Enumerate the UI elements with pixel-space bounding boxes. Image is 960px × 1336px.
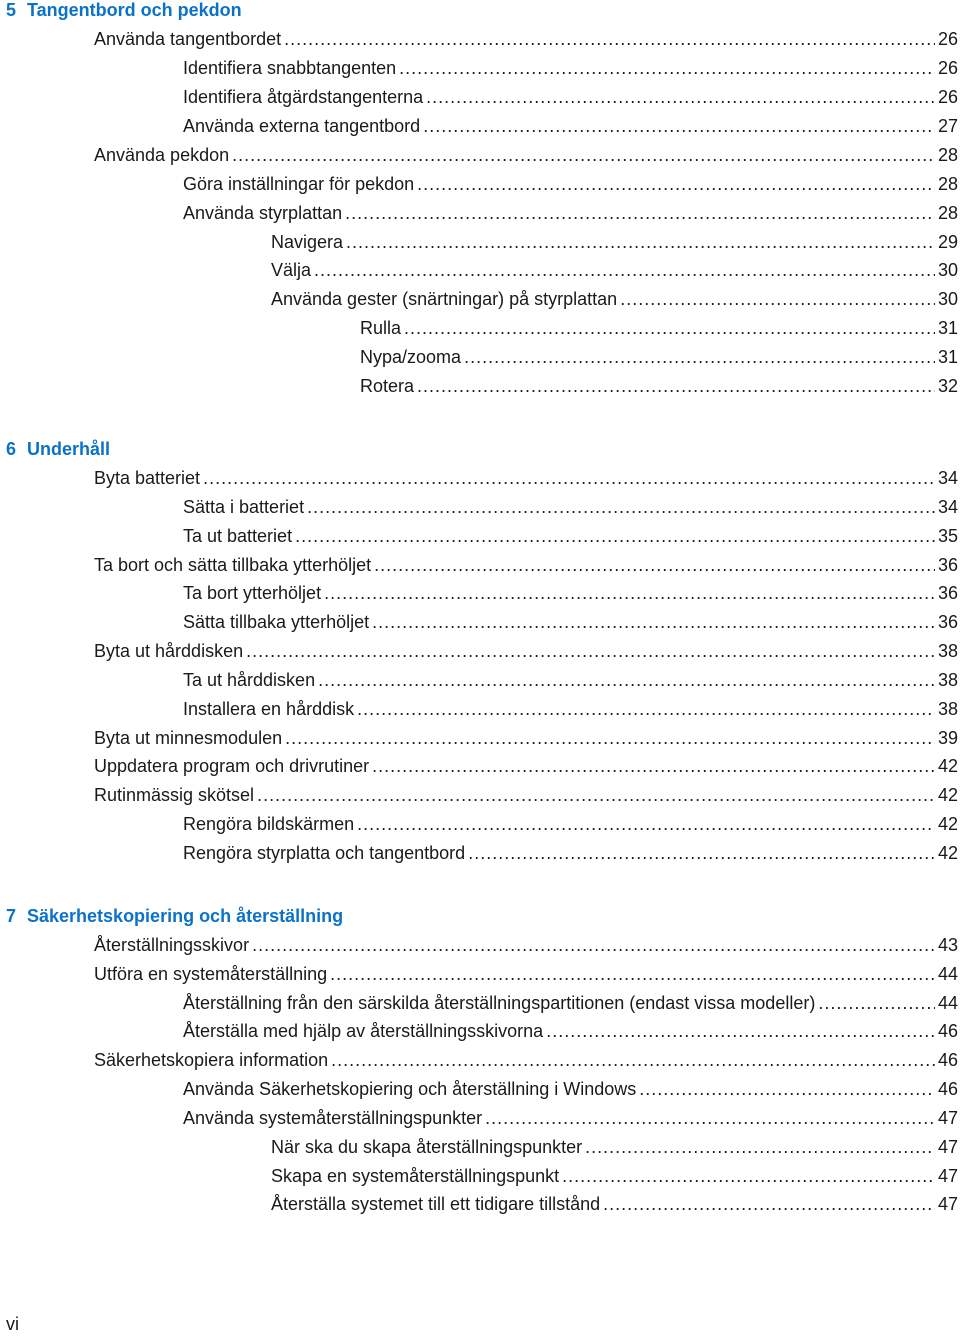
- dot-leader: [331, 1048, 935, 1072]
- dot-leader: [399, 56, 935, 80]
- toc-entry-title: Identifiera åtgärdstangenterna: [183, 87, 424, 107]
- toc-entry-title: Använda Säkerhetskopiering och återställning i Windows: [183, 1079, 637, 1099]
- toc-entry-page: 47: [937, 1166, 958, 1186]
- toc-entry[interactable]: [94, 783, 958, 807]
- toc-entry[interactable]: [271, 258, 958, 282]
- toc-entry-page: 38: [937, 670, 958, 690]
- toc-entry-title: Använda systemåterställningspunkter: [183, 1108, 483, 1128]
- toc-entry-title: Sätta i batteriet: [183, 497, 305, 517]
- toc-entry-title: Återställning från den särskilda återställningspartitionen (endast vissa modeller): [183, 993, 816, 1013]
- dot-leader: [426, 85, 935, 109]
- dot-leader: [818, 991, 935, 1015]
- toc-entry-page: 28: [937, 203, 958, 223]
- toc-entry-title: Ta bort och sätta tillbaka ytterhöljet: [94, 555, 372, 575]
- toc-entry-page: 46: [937, 1021, 958, 1041]
- toc-entry-title: Välja: [271, 260, 312, 280]
- toc-entry-title: Rengöra styrplatta och tangentbord: [183, 843, 466, 863]
- dot-leader: [246, 639, 935, 663]
- toc-entry-page: 38: [937, 699, 958, 719]
- toc-entry-title: Rengöra bildskärmen: [183, 814, 355, 834]
- toc-entry-page: 44: [937, 993, 958, 1013]
- toc-entry-page: 36: [937, 555, 958, 575]
- toc-entry-title: Nypa/zooma: [360, 347, 462, 367]
- toc-entry[interactable]: [271, 230, 958, 254]
- toc-entry[interactable]: [183, 172, 958, 196]
- toc-entry-title: När ska du skapa återställningspunkter: [271, 1137, 583, 1157]
- toc-entry-page: 39: [937, 728, 958, 748]
- toc-entry[interactable]: [183, 812, 958, 836]
- toc-entry[interactable]: [94, 466, 958, 490]
- toc-entry-title: Installera en hårddisk: [183, 699, 355, 719]
- dot-leader: [314, 258, 935, 282]
- toc-entry[interactable]: [183, 56, 958, 80]
- dot-leader: [585, 1135, 935, 1159]
- toc-entry-page: 47: [937, 1108, 958, 1128]
- toc-entry-title: Navigera: [271, 232, 344, 252]
- toc-entry[interactable]: [94, 754, 958, 778]
- dot-leader: [307, 495, 935, 519]
- dot-leader: [639, 1077, 935, 1101]
- toc-entry-title: Använda tangentbordet: [94, 29, 282, 49]
- toc-entry-page: 42: [937, 814, 958, 834]
- dot-leader: [318, 668, 935, 692]
- toc-entry-title: Göra inställningar för pekdon: [183, 174, 415, 194]
- chapter-title: Säkerhetskopiering och återställning: [27, 906, 344, 926]
- toc-entry-page: 31: [937, 318, 958, 338]
- toc-entry[interactable]: [94, 962, 958, 986]
- toc-entry-title: Använda pekdon: [94, 145, 230, 165]
- toc-entry-title: Rulla: [360, 318, 402, 338]
- toc-entry-title: Återställningsskivor: [94, 935, 250, 955]
- toc-entry-page: 29: [937, 232, 958, 252]
- toc-entry[interactable]: [94, 933, 958, 957]
- chapter-heading-5[interactable]: [6, 0, 242, 22]
- toc-entry-page: 42: [937, 843, 958, 863]
- toc-entry[interactable]: [183, 524, 958, 548]
- toc-entry[interactable]: [271, 287, 958, 311]
- toc-entry-page: 27: [937, 116, 958, 136]
- page-number: vi: [6, 1314, 19, 1334]
- toc-entry-page: 30: [937, 289, 958, 309]
- toc-entry[interactable]: [183, 85, 958, 109]
- toc-entry-title: Rotera: [360, 376, 415, 396]
- dot-leader: [374, 553, 935, 577]
- toc-entry-page: 32: [937, 376, 958, 396]
- toc-entry-page: 44: [937, 964, 958, 984]
- dot-leader: [404, 316, 935, 340]
- dot-leader: [203, 466, 935, 490]
- toc-entry-page: 26: [937, 29, 958, 49]
- dot-leader: [330, 962, 935, 986]
- dot-leader: [257, 783, 935, 807]
- toc-entry-page: 47: [937, 1137, 958, 1157]
- dot-leader: [324, 581, 935, 605]
- dot-leader: [252, 933, 935, 957]
- dot-leader: [603, 1192, 935, 1216]
- dot-leader: [464, 345, 935, 369]
- toc-entry-page: 46: [937, 1079, 958, 1099]
- toc-entry[interactable]: [183, 991, 958, 1015]
- toc-entry-title: Utföra en systemåterställning: [94, 964, 328, 984]
- toc-entry[interactable]: [271, 1164, 958, 1188]
- toc-entry[interactable]: [94, 639, 958, 663]
- chapter-number: 5: [6, 0, 17, 20]
- toc-entry[interactable]: [183, 697, 958, 721]
- toc-entry-page: 34: [937, 468, 958, 488]
- toc-entry-title: Skapa en systemåterställningspunkt: [271, 1166, 560, 1186]
- dot-leader: [345, 201, 935, 225]
- toc-entry-page: 47: [937, 1194, 958, 1214]
- chapter-number: 7: [6, 906, 17, 926]
- toc-entry-page: 42: [937, 785, 958, 805]
- toc-entry[interactable]: [183, 841, 958, 865]
- dot-leader: [546, 1019, 935, 1043]
- toc-entry-title: Säkerhetskopiera information: [94, 1050, 329, 1070]
- chapter-number: 6: [6, 439, 17, 459]
- toc-entry-page: 34: [937, 497, 958, 517]
- toc-entry-page: 30: [937, 260, 958, 280]
- toc-entry-title: Återställa med hjälp av återställningsskivorna: [183, 1021, 544, 1041]
- dot-leader: [417, 172, 935, 196]
- dot-leader: [417, 374, 935, 398]
- toc-entry[interactable]: [183, 1106, 958, 1130]
- chapter-title: Tangentbord och pekdon: [27, 0, 242, 20]
- toc-entry-title: Använda externa tangentbord: [183, 116, 421, 136]
- toc-entry[interactable]: [183, 495, 958, 519]
- chapter-title: Underhåll: [27, 439, 111, 459]
- toc-entry-page: 43: [937, 935, 958, 955]
- toc-entry-title: Byta ut minnesmodulen: [94, 728, 283, 748]
- dot-leader: [372, 754, 935, 778]
- toc-entry-title: Sätta tillbaka ytterhöljet: [183, 612, 370, 632]
- toc-entry-page: 31: [937, 347, 958, 367]
- toc-entry[interactable]: [94, 1048, 958, 1072]
- dot-leader: [284, 27, 935, 51]
- dot-leader: [357, 697, 935, 721]
- toc-entry-page: 28: [937, 174, 958, 194]
- toc-entry[interactable]: [271, 1135, 958, 1159]
- toc-entry-title: Ta ut batteriet: [183, 526, 293, 546]
- toc-entry[interactable]: [183, 668, 958, 692]
- toc-entry[interactable]: [183, 1019, 958, 1043]
- toc-entry[interactable]: [94, 726, 958, 750]
- dot-leader: [468, 841, 935, 865]
- dot-leader: [485, 1106, 935, 1130]
- toc-entry-title: Använda gester (snärtningar) på styrplattan: [271, 289, 618, 309]
- toc-entry[interactable]: [183, 610, 958, 634]
- toc-entry-page: 36: [937, 583, 958, 603]
- toc-entry-page: 42: [937, 756, 958, 776]
- toc-entry-title: Ta bort ytterhöljet: [183, 583, 322, 603]
- toc-entry-title: Återställa systemet till ett tidigare tillstånd: [271, 1194, 601, 1214]
- toc-entry-page: 46: [937, 1050, 958, 1070]
- toc-entry-page: 38: [937, 641, 958, 661]
- toc-entry[interactable]: [360, 316, 958, 340]
- toc-entry[interactable]: [183, 581, 958, 605]
- toc-entry-title: Byta batteriet: [94, 468, 201, 488]
- toc-entry[interactable]: [94, 553, 958, 577]
- dot-leader: [295, 524, 935, 548]
- toc-entry-page: 36: [937, 612, 958, 632]
- toc-entry[interactable]: [94, 27, 958, 51]
- toc-entry-title: Identifiera snabbtangenten: [183, 58, 397, 78]
- toc-entry-title: Använda styrplattan: [183, 203, 343, 223]
- dot-leader: [232, 143, 935, 167]
- toc-entry[interactable]: [94, 143, 958, 167]
- toc-entry[interactable]: [360, 374, 958, 398]
- chapter-heading-6[interactable]: [6, 437, 110, 461]
- chapter-heading-7[interactable]: [6, 904, 343, 928]
- toc-entry-page: 28: [937, 145, 958, 165]
- toc-entry-title: Uppdatera program och drivrutiner: [94, 756, 370, 776]
- toc-entry[interactable]: [183, 114, 958, 138]
- toc-entry-title: Rutinmässig skötsel: [94, 785, 255, 805]
- dot-leader: [372, 610, 935, 634]
- dot-leader: [562, 1164, 935, 1188]
- toc-entry-title: Ta ut hårddisken: [183, 670, 316, 690]
- toc-entry-page: 26: [937, 58, 958, 78]
- toc-entry-title: Byta ut hårddisken: [94, 641, 244, 661]
- toc-entry[interactable]: [183, 201, 958, 225]
- toc-entry-page: 35: [937, 526, 958, 546]
- toc-entry[interactable]: [271, 1192, 958, 1216]
- dot-leader: [346, 230, 935, 254]
- dot-leader: [357, 812, 935, 836]
- dot-leader: [423, 114, 935, 138]
- toc-entry[interactable]: [183, 1077, 958, 1101]
- toc-entry-page: 26: [937, 87, 958, 107]
- dot-leader: [285, 726, 935, 750]
- toc-entry[interactable]: [360, 345, 958, 369]
- dot-leader: [620, 287, 935, 311]
